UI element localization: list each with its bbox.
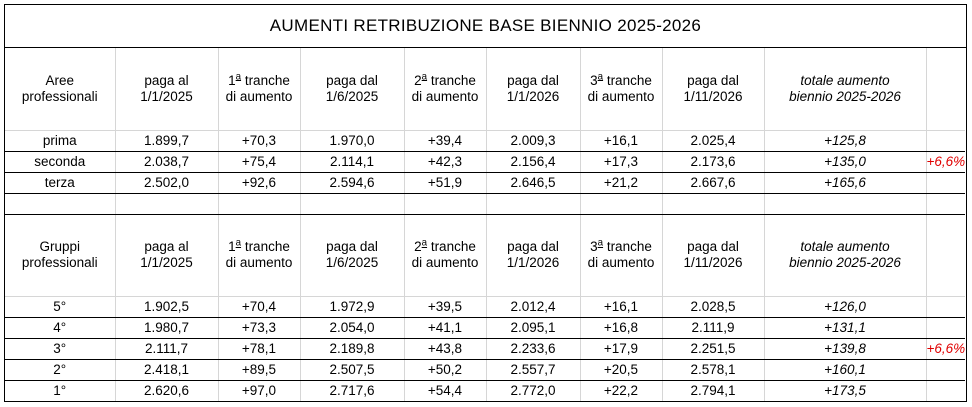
- pay-1-1-2025-cell: 2.620,6: [115, 380, 218, 401]
- tranche-1-cell: +73,3: [218, 317, 300, 338]
- pay-1-11-2026-cell: 2.173,6: [662, 151, 764, 172]
- pay-1-1-2026-cell: 2.009,3: [486, 130, 580, 151]
- tranche-3-cell: +20,5: [580, 359, 662, 380]
- header-pay-1-11-2026: paga dal 1/11/2026: [662, 214, 764, 296]
- header-pay-1-6-2025: paga dal 1/6/2025: [300, 214, 404, 296]
- percent-increase-cell: [926, 130, 965, 151]
- pay-1-11-2026-cell: 2.794,1: [662, 380, 764, 401]
- total-increase-cell: +139,8: [764, 338, 926, 359]
- pay-1-1-2025-cell: 2.038,7: [115, 151, 218, 172]
- areas-section: [5, 48, 965, 193]
- tranche-3-cell: +21,2: [580, 172, 662, 193]
- tranche-2-cell: +39,5: [404, 296, 486, 317]
- tranche-3-cell: +16,8: [580, 317, 662, 338]
- pay-1-1-2025-cell: 2.418,1: [115, 359, 218, 380]
- row-label-cell: 2°: [5, 359, 115, 380]
- percent-increase-cell: [926, 172, 965, 193]
- pay-1-11-2026-cell: 2.578,1: [662, 359, 764, 380]
- header-tranche-3: 3$^a$ tranche di aumento: [580, 48, 662, 130]
- pay-1-6-2025-cell: 1.970,0: [300, 130, 404, 151]
- total-increase-cell: +126,0: [764, 296, 926, 317]
- separator-row: [5, 193, 965, 214]
- row-label-cell: 1°: [5, 380, 115, 401]
- pay-1-1-2026-cell: 2.156,4: [486, 151, 580, 172]
- header-total-increase: totale aumento biennio 2025-2026: [764, 48, 926, 130]
- total-increase-cell: +131,1: [764, 317, 926, 338]
- pay-1-6-2025-cell: 2.189,8: [300, 338, 404, 359]
- pay-1-1-2025-cell: 2.502,0: [115, 172, 218, 193]
- tranche-3-cell: +16,1: [580, 296, 662, 317]
- tranche-2-cell: +54,4: [404, 380, 486, 401]
- pay-1-1-2025-cell: 1.902,5: [115, 296, 218, 317]
- page-title: AUMENTI RETRIBUZIONE BASE BIENNIO 2025-2026: [5, 5, 966, 48]
- pay-1-11-2026-cell: 2.025,4: [662, 130, 764, 151]
- tranche-1-cell: +75,4: [218, 151, 300, 172]
- table-row: [5, 172, 965, 193]
- pay-1-6-2025-cell: 2.507,5: [300, 359, 404, 380]
- header-areas: Aree professionali: [5, 48, 115, 130]
- table-row: [5, 130, 965, 151]
- header-pay-1-1-2025: paga al 1/1/2025: [115, 48, 218, 130]
- pay-1-1-2026-cell: 2.557,7: [486, 359, 580, 380]
- percent-increase-cell: [926, 317, 965, 338]
- pay-1-6-2025-cell: 2.717,6: [300, 380, 404, 401]
- pay-1-1-2025-cell: 2.111,7: [115, 338, 218, 359]
- total-increase-cell: +160,1: [764, 359, 926, 380]
- separator-section: [5, 193, 965, 214]
- salary-table-sheet: [4, 4, 967, 402]
- pay-1-1-2026-cell: 2.095,1: [486, 317, 580, 338]
- percent-increase-cell: [926, 359, 965, 380]
- pay-1-1-2026-cell: 2.646,5: [486, 172, 580, 193]
- tranche-1-cell: +70,4: [218, 296, 300, 317]
- row-label-cell: prima: [5, 130, 115, 151]
- row-label-cell: 5°: [5, 296, 115, 317]
- pay-1-11-2026-cell: 2.251,5: [662, 338, 764, 359]
- percent-increase-cell: +6,6%: [926, 338, 965, 359]
- total-increase-cell: +165,6: [764, 172, 926, 193]
- areas-header-row: [5, 48, 965, 130]
- pay-1-6-2025-cell: 2.054,0: [300, 317, 404, 338]
- row-label-cell: terza: [5, 172, 115, 193]
- tranche-3-cell: +17,9: [580, 338, 662, 359]
- header-tranche-1: 1$^a$ tranche di aumento: [218, 214, 300, 296]
- table-row: [5, 380, 965, 401]
- pay-1-1-2025-cell: 1.899,7: [115, 130, 218, 151]
- total-increase-cell: +135,0: [764, 151, 926, 172]
- pay-1-11-2026-cell: 2.028,5: [662, 296, 764, 317]
- tranche-3-cell: +16,1: [580, 130, 662, 151]
- header-empty: [926, 48, 965, 130]
- header-pay-1-11-2026: paga dal 1/11/2026: [662, 48, 764, 130]
- row-label-cell: seconda: [5, 151, 115, 172]
- header-tranche-1: 1$^a$ tranche di aumento: [218, 48, 300, 130]
- header-pay-1-1-2026: paga dal 1/1/2026: [486, 48, 580, 130]
- tranche-2-cell: +51,9: [404, 172, 486, 193]
- tranche-1-cell: +89,5: [218, 359, 300, 380]
- row-label-cell: 3°: [5, 338, 115, 359]
- percent-increase-cell: +6,6%: [926, 151, 965, 172]
- pay-1-6-2025-cell: 2.594,6: [300, 172, 404, 193]
- pay-1-1-2025-cell: 1.980,7: [115, 317, 218, 338]
- table-row: [5, 151, 965, 172]
- tranche-3-cell: +22,2: [580, 380, 662, 401]
- tranche-1-cell: +97,0: [218, 380, 300, 401]
- header-total-increase: totale aumento biennio 2025-2026: [764, 214, 926, 296]
- tranche-2-cell: +39,4: [404, 130, 486, 151]
- header-pay-1-6-2025: paga dal 1/6/2025: [300, 48, 404, 130]
- row-label-cell: 4°: [5, 317, 115, 338]
- tranche-2-cell: +50,2: [404, 359, 486, 380]
- table-row: [5, 338, 965, 359]
- header-empty: [926, 214, 965, 296]
- header-groups: Gruppi professionali: [5, 214, 115, 296]
- groups-section: [5, 214, 965, 401]
- pay-1-1-2026-cell: 2.772,0: [486, 380, 580, 401]
- table-row: [5, 359, 965, 380]
- tranche-3-cell: +17,3: [580, 151, 662, 172]
- pay-1-1-2026-cell: 2.233,6: [486, 338, 580, 359]
- total-increase-cell: +125,8: [764, 130, 926, 151]
- tranche-2-cell: +41,1: [404, 317, 486, 338]
- header-tranche-3: 3$^a$ tranche di aumento: [580, 214, 662, 296]
- pay-1-11-2026-cell: 2.667,6: [662, 172, 764, 193]
- salary-table: [5, 48, 965, 402]
- pay-1-6-2025-cell: 1.972,9: [300, 296, 404, 317]
- header-pay-1-1-2026: paga dal 1/1/2026: [486, 214, 580, 296]
- table-row: [5, 317, 965, 338]
- total-increase-cell: +173,5: [764, 380, 926, 401]
- header-pay-1-1-2025: paga al 1/1/2025: [115, 214, 218, 296]
- header-tranche-2: 2$^a$ tranche di aumento: [404, 48, 486, 130]
- pay-1-6-2025-cell: 2.114,1: [300, 151, 404, 172]
- header-tranche-2: 2$^a$ tranche di aumento: [404, 214, 486, 296]
- pay-1-11-2026-cell: 2.111,9: [662, 317, 764, 338]
- tranche-1-cell: +78,1: [218, 338, 300, 359]
- groups-header-row: [5, 214, 965, 296]
- tranche-2-cell: +42,3: [404, 151, 486, 172]
- tranche-2-cell: +43,8: [404, 338, 486, 359]
- table-row: [5, 296, 965, 317]
- percent-increase-cell: [926, 296, 965, 317]
- percent-increase-cell: [926, 380, 965, 401]
- tranche-1-cell: +70,3: [218, 130, 300, 151]
- pay-1-1-2026-cell: 2.012,4: [486, 296, 580, 317]
- tranche-1-cell: +92,6: [218, 172, 300, 193]
